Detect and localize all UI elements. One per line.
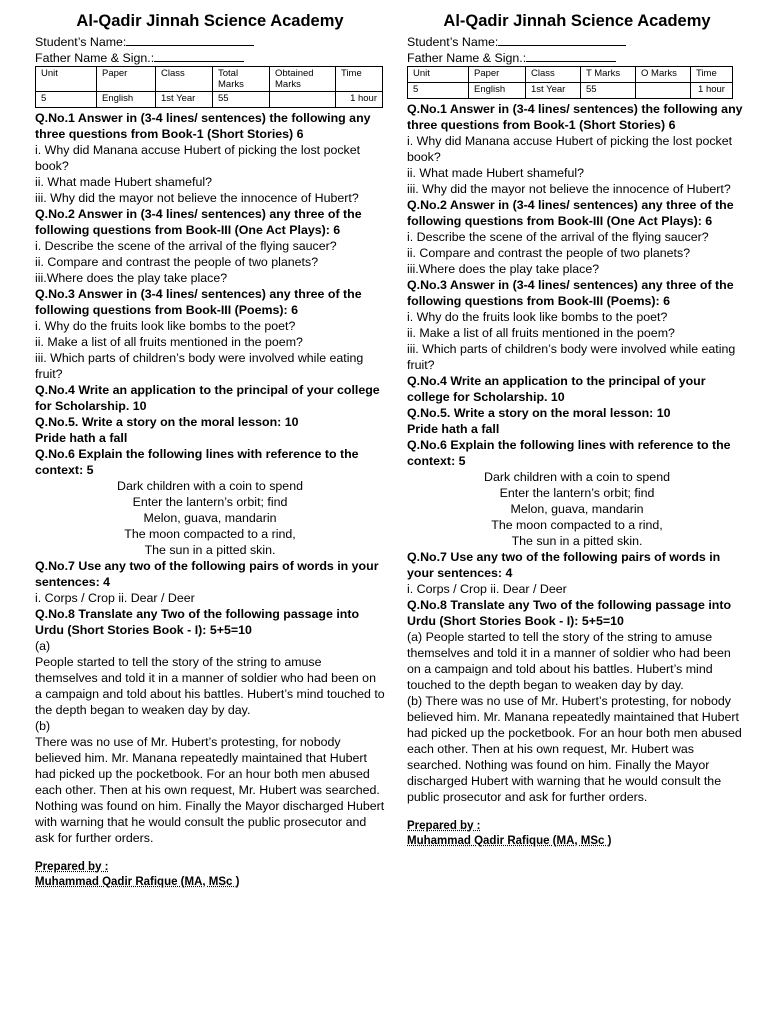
question-8: Q.No.8 Translate any Two of the following passage into Urdu (Short Stories Book - I): 5+5=10 xyxy=(35,607,360,637)
th-time: Time xyxy=(691,67,733,83)
q3-item: iii. Which parts of children’s body were involved while eating fruit? xyxy=(35,351,364,381)
q1-item: i. Why did Manana accuse Hubert of picking the lost pocket book? xyxy=(35,143,361,173)
poem-line: The sun in a pitted skin. xyxy=(144,543,276,557)
question-2: Q.No.2 Answer in (3-4 lines/ sentences) any three of the following questions from Book-III (One Act Plays): 6 xyxy=(35,207,362,237)
question-7: Q.No.7 Use any two of the following pairs of words in your sentences: 4 xyxy=(35,559,379,589)
th-class: Class xyxy=(526,67,581,83)
word-pairs: i. Corps / Crop ii. Dear / Deer xyxy=(407,582,567,596)
q2-item: iii.Where does the play take place? xyxy=(407,262,600,276)
td-paper: English xyxy=(469,83,526,99)
th-total-marks: Total Marks xyxy=(213,67,270,92)
father-name-label: Father Name & Sign.: xyxy=(407,51,527,65)
info-table-value-row xyxy=(36,92,383,108)
q3-item: ii. Make a list of all fruits mentioned in the poem? xyxy=(407,326,675,340)
td-unit: 5 xyxy=(408,83,469,99)
q1-item: iii. Why did the mayor not believe the innocence of Hubert? xyxy=(407,182,731,196)
question-5: Q.No.5. Write a story on the moral lesson: 10 xyxy=(407,406,671,420)
th-obtained-marks: O Marks xyxy=(636,67,691,83)
passage-b-label: (b) xyxy=(35,719,51,733)
info-table-header-row xyxy=(36,67,383,92)
question-8: Q.No.8 Translate any Two of the following passage into Urdu (Short Stories Book - I): 5+5=10 xyxy=(407,598,732,628)
author-name: Muhammad Qadir Rafique (MA, MSc ) xyxy=(407,835,612,847)
th-time: Time xyxy=(336,67,383,92)
academy-title: Al-Qadir Jinnah Science Academy xyxy=(76,12,344,30)
poem-line: Melon, guava, mandarin xyxy=(510,502,644,516)
passage-a: (a) People started to tell the story of the string to amuse themselves and told it in a manner of soldier who had been on a campaign and told about his battles. Hubert’s mind touched to the depth began to weaken day by day. xyxy=(407,630,731,692)
student-name-line xyxy=(407,34,747,50)
question-7: Q.No.7 Use any two of the following pairs of words in your sentences: 4 xyxy=(407,550,721,580)
q3-item: iii. Which parts of children’s body were involved while eating fruit? xyxy=(407,342,736,372)
q3-item: ii. Make a list of all fruits mentioned in the poem? xyxy=(35,335,303,349)
student-name-blank xyxy=(126,34,254,46)
author-name: Muhammad Qadir Rafique (MA, MSc ) xyxy=(35,876,240,888)
q2-item: i. Describe the scene of the arrival of the flying saucer? xyxy=(35,239,337,253)
q3-item: i. Why do the fruits look like bombs to the poet? xyxy=(35,319,296,333)
question-4: Q.No.4 Write an application to the principal of your college for Scholarship. 10 xyxy=(35,383,380,413)
question-3: Q.No.3 Answer in (3-4 lines/ sentences) any three of the following questions from Book-III (Poems): 6 xyxy=(35,287,362,317)
question-2: Q.No.2 Answer in (3-4 lines/ sentences) any three of the following questions from Book-III (One Act Plays): 6 xyxy=(407,198,734,228)
question-1: Q.No.1 Answer in (3-4 lines/ sentences) the following any three questions from Book-1 (Short Stories) 6 xyxy=(35,111,371,141)
student-name-line xyxy=(35,34,385,50)
q1-item: iii. Why did the mayor not believe the innocence of Hubert? xyxy=(35,191,359,205)
question-5: Q.No.5. Write a story on the moral lesson: 10 xyxy=(35,415,299,429)
q2-item: ii. Compare and contrast the people of two planets? xyxy=(407,246,691,260)
passage-a-label: (a) xyxy=(35,639,51,653)
passage-a: People started to tell the story of the string to amuse themselves and told it in a manner of soldier who had been on a campaign and told about his battles. Hubert’s mind touched to the depth began to weaken day by day. xyxy=(35,655,385,717)
q1-item: ii. What made Hubert shameful? xyxy=(407,166,584,180)
th-paper: Paper xyxy=(97,67,156,92)
th-class: Class xyxy=(156,67,213,92)
td-obtained-marks xyxy=(270,92,336,108)
poem-line: Enter the lantern’s orbit; find xyxy=(499,486,655,500)
poem-line: Melon, guava, mandarin xyxy=(143,511,277,525)
moral-lesson: Pride hath a fall xyxy=(407,422,500,436)
td-class: 1st Year xyxy=(156,92,213,108)
q1-item: ii. What made Hubert shameful? xyxy=(35,175,212,189)
info-table-value-row xyxy=(408,83,733,99)
th-total-marks: T Marks xyxy=(581,67,636,83)
poem-line: Dark children with a coin to spend xyxy=(484,470,670,484)
td-total-marks: 55 xyxy=(213,92,270,108)
q3-item: i. Why do the fruits look like bombs to the poet? xyxy=(407,310,668,324)
student-name-label: Student’s Name: xyxy=(35,35,127,49)
father-name-line xyxy=(407,50,747,66)
th-obtained-marks: Obtained Marks xyxy=(270,67,336,92)
passage-b: (b) There was no use of Mr. Hubert’s protesting, for nobody believed him. Mr. Manana repeatedly maintained that Hubert had picked up the pocketbook. For an hour both men abused each other. Then at his own request, Mr. Hubert was searched. Nothing was found on him. Finally the Mayor discharged Hubert with warning that he would consult the public prosecutor and ask for further orders. xyxy=(407,694,742,804)
word-pairs: i. Corps / Crop ii. Dear / Deer xyxy=(35,591,195,605)
info-table xyxy=(35,66,383,108)
student-name-label: Student’s Name: xyxy=(407,35,499,49)
td-time: 1 hour xyxy=(691,83,733,99)
prepared-by-label: Prepared by : xyxy=(35,861,109,873)
question-1: Q.No.1 Answer in (3-4 lines/ sentences) the following any three questions from Book-1 (Short Stories) 6 xyxy=(407,102,743,132)
td-time: 1 hour xyxy=(336,92,383,108)
poem-line: The moon compacted to a rind, xyxy=(491,518,663,532)
father-name-label: Father Name & Sign.: xyxy=(35,51,155,65)
poem-line: Enter the lantern’s orbit; find xyxy=(132,495,288,509)
th-paper: Paper xyxy=(469,67,526,83)
student-name-blank xyxy=(498,34,626,46)
th-unit: Unit xyxy=(36,67,97,92)
info-table xyxy=(407,66,733,99)
father-name-line xyxy=(35,50,385,66)
th-unit: Unit xyxy=(408,67,469,83)
td-obtained-marks xyxy=(636,83,691,99)
passage-b: There was no use of Mr. Hubert’s protesting, for nobody believed him. Mr. Manana repeatedly maintained that Hubert had picked up the pocketbook. For an hour both men abused each other. Then at his own request, Mr. Hubert was searched. Nothing was found on him. Finally the Mayor discharged Hubert with warning that he would consult the public prosecutor and ask for further orders. xyxy=(35,735,385,845)
moral-lesson: Pride hath a fall xyxy=(35,431,128,445)
question-4: Q.No.4 Write an application to the principal of your college for Scholarship. 10 xyxy=(407,374,706,404)
td-total-marks: 55 xyxy=(581,83,636,99)
poem-line: The sun in a pitted skin. xyxy=(511,534,643,548)
academy-title: Al-Qadir Jinnah Science Academy xyxy=(443,12,711,30)
td-unit: 5 xyxy=(36,92,97,108)
td-class: 1st Year xyxy=(526,83,581,99)
question-3: Q.No.3 Answer in (3-4 lines/ sentences) any three of the following questions from Book-III (Poems): 6 xyxy=(407,278,734,308)
q2-item: iii.Where does the play take place? xyxy=(35,271,228,285)
question-6: Q.No.6 Explain the following lines with reference to the context: 5 xyxy=(407,438,731,468)
info-table-header-row xyxy=(408,67,733,83)
q1-item: i. Why did Manana accuse Hubert of picking the lost pocket book? xyxy=(407,134,733,164)
father-name-blank xyxy=(154,50,244,62)
poem-line: The moon compacted to a rind, xyxy=(124,527,296,541)
left-paper xyxy=(35,10,385,890)
q2-item: i. Describe the scene of the arrival of the flying saucer? xyxy=(407,230,709,244)
right-paper xyxy=(407,10,747,849)
prepared-by-label: Prepared by : xyxy=(407,820,481,832)
question-6: Q.No.6 Explain the following lines with reference to the context: 5 xyxy=(35,447,359,477)
poem-line: Dark children with a coin to spend xyxy=(117,479,303,493)
father-name-blank xyxy=(526,50,616,62)
q2-item: ii. Compare and contrast the people of two planets? xyxy=(35,255,319,269)
td-paper: English xyxy=(97,92,156,108)
